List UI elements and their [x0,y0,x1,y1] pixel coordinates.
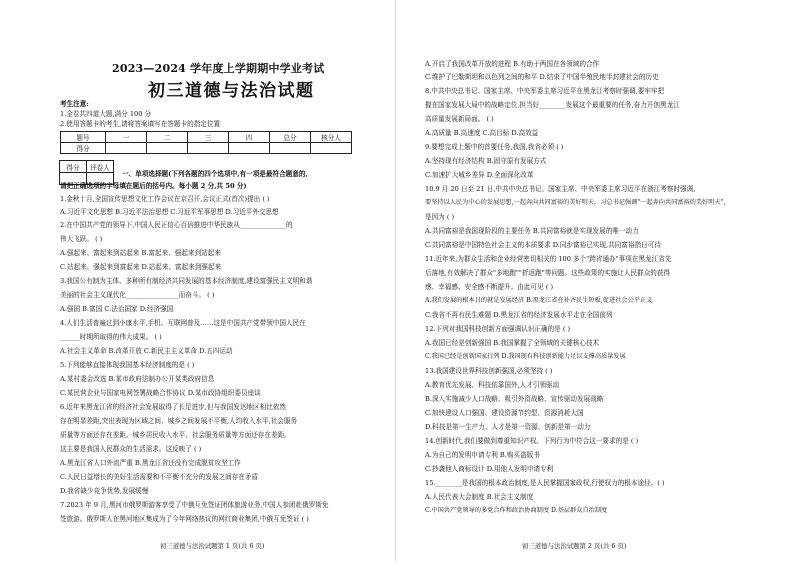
question-line: C.中国共产党领导的多党合作和政治协商制度 D.基层群众自治制度 [425,507,608,514]
question-line: C.人民日益增长的美好生活需要和不平衡不充分的发展之间存在矛盾 [60,473,259,481]
score-cell: 二 [147,132,188,143]
question-line: 10.9 月 20 日至 21 日,中共中央总书记、国家主席、中央军委主席习近平在浙江考察时强调, [425,185,696,193]
score-cell [270,143,311,154]
question-line: A.开启了我国改革开放的进程 B.有助于两国在各领域的合作 [425,60,600,68]
exam-title: 2023—2024 学年度上学期期中学业考试 [112,62,325,75]
question-line: 签旅游。俄罗斯人在黑河地区集成为了今年网络热议的网红商业集团,中俄互免签证 ( ) [60,515,309,523]
note-item: 2.使用答题卡的考生,请将答案填写在答题卡的指定位置 [60,120,221,128]
score-table-score-row [61,143,352,154]
question-line: 6.近年来黑龙江省的经济社会发展取得了长足进步,但与我国发达地区相比依然 [60,403,286,411]
question-line: 高质量发展新局面。 ( ) [425,115,494,123]
question-line: C.加快建设人口强国、建设资源节约型、资源消耗大国 [425,409,584,417]
question-line: C.站起来、强起来到富起来 D.站起来、富起来到强起来 [60,263,222,271]
score-cell: 三 [188,132,229,143]
subject-title: 初三道德与法治试题 [148,81,315,101]
notes-heading: 考生注意: [60,100,89,108]
question-line: A.社会主义革命 B.改革开放 C.新民主主义革命 D.五四运动 [60,347,233,355]
score-table [60,131,352,154]
score-cell: 四 [229,132,270,143]
question-line: 伟大飞跃。 ( ) [60,235,103,243]
question-line: A.教育优先发展、科技依靠国外,人才引领驱动 [425,381,560,389]
question-line: 14.创新时代,我们要做到尊重知识产权。下列行为中符合这一要求的是 ( ) [425,437,639,445]
question-line: 12.下列对我国科技创新方面强调认识正确的是 ( ) [425,325,571,333]
question-line: C.我省不再有民生难题 D.黑龙江省的经济发展水平走在全国前列 [425,311,613,319]
question-line: 5.下列能够直接体现我国基本经济制度的是 ( ) [60,361,195,369]
score-cell: 得分 [61,143,106,154]
score-cell: 核分人 [311,132,352,143]
question-line: A.我国已经是创新强国 B.我国掌握了全领域的关键核心技术 [425,339,600,347]
question-line: 要坚持以人民为中心的发展思想,一起奔向共同富裕的美好明天。习总书记强调"一起奔向共同富裕的美好明天", [425,199,726,206]
score-cell [188,143,229,154]
score-cell [311,143,352,154]
question-line: 4.人们生活普遍过到小康水平,手机、互联网普及……这是中国共产党带领中国人民在 [60,319,306,327]
question-line: 感、幸福感、安全感不断提升。由此可见 ( ) [425,283,554,291]
section-one-instructions: 请把正确选项的字母填在题后的括号内。每小题 2 分,共 50 分) [60,182,247,190]
section-one-heading: 一、单项选择题(下列各题的四个选项中,有一项是最符合题意的, [122,170,308,178]
question-line: D.我省缺少竞争优势,发展缓慢 [60,487,149,495]
question-line: A.我们发展的根本目的就是发展经济 B.黑龙江省在补齐民生短板,促进社会公平正义 [425,297,653,304]
score-table-header-row [61,132,352,143]
question-line: 13.我国建设世界科技创新强国,必须坚持 ( ) [425,367,553,375]
question-line: A.某村委会改选 B.某市政府法制办公开某类政府信息 [60,375,215,383]
exam-page-2 [397,0,794,561]
question-line: 质量等方面还存在差距。城乡居民收入水平、社会服务质量等方面还存在差距。 [60,431,291,439]
grader-score-label: 得分 [60,161,87,173]
question-line: C.某民营企业与国家电网签署战略合作协议 D.某市政协组织委员座谈 [60,389,261,397]
question-line: B.深入实施减少人口战略、吸引外资战略、宣传驱动发展战略 [425,395,604,403]
question-line: 8.中共中央总书记、国家主席、中央军委主席习近平在黑龙江考察时强调,要牢牢把 [425,87,665,95]
score-cell: 总分 [270,132,311,143]
question-line: A.高质量 B.高速度 C.高目标 D.高效益 [425,129,539,137]
score-cell [147,143,188,154]
question-line: C.抄袭他人商标设计 D.用他人发明申请专利 [425,465,554,473]
question-line: 存在明显差距,突出表现为区域之间、城乡之间发展不平衡,人均收入水平,社会服务 [60,417,298,425]
question-line: 15.________是我国的根本政治制度,是人民掌握国家政权,行使权力的根本途径。( ) [425,479,665,487]
question-line: A.为自己的发明申请专利 B.购买盗版书 [425,451,540,459]
question-line: 这主要是我国人民群众的生活需求。这反映了 ( ) [60,445,202,453]
question-line: A.人民代表大会制度 B.社会主义制度 [425,493,534,501]
score-cell [229,143,270,154]
question-line: 3.我国公有制为主体、多种所有制经济共同发展的基本经济制度,建设富强民主文明和谐 [60,277,313,285]
question-line: 美丽的社会主义现代化________________而奋斗。 ( ) [60,291,215,299]
question-line: C.我国已经是创新国家行列 D.我国现有科技创新能力足以支撑高质量发展 [425,353,626,360]
score-cell: 一 [106,132,147,143]
note-item: 1.全卷共四道大题,满分 100 分 [60,110,152,118]
question-line: A.习近平文化思想 B.习近平法治思想 C.习近平军事思想 D.习近平外交思想 [60,208,279,216]
page-footer: 初三道德与法治试题第 1 页(共 6 页) [160,542,265,550]
page-footer: 初三道德与法治试题第 2 页(共 6 页) [522,542,627,550]
grader-name-label: 评卷人 [87,161,114,173]
question-line: C.加速扩大城乡差异 D.全面深化改革 [425,171,534,179]
question-line: A.坚持现有经济结构 B.固守原有发展方式 [425,157,547,165]
question-line: A.强起来、富起来到站起来 B.富起来、强起来到站起来 [60,249,221,257]
question-line: A.共同富裕是我国现阶段的主要任务 B.共同富裕就是实现发展的唯一动力 [425,227,639,235]
question-line: D.科技是第一生产力、人才是第一资源、创新是第一动力 [425,423,591,431]
question-line: 1.金秋十月,全国宣传思想文化工作会议在京召开,会议正式(首次)提出 ( ) [60,195,270,203]
question-line: A.黑龙江省人口外流严重 B.黑龙江省还没有完成脱贫攻坚工作 [60,459,241,467]
question-line: 2.在中国共产党的领导下,中国人民正信心百倍推进中华民族从______________的 [60,221,293,229]
question-line: 是因为 ( ) [425,213,455,221]
question-line: ______时期所取得的伟大成果。 ( ) [60,333,162,341]
question-line: 后落地,有效解决了群众"多地跑""折返跑"等问题。这些政策的实施让人民群众的获得 [425,269,671,277]
question-line: 7.2023 年 9 月,黑河市俄罗斯游客享受了中俄互免签证团体旅游业务,中国人参团赴俄罗斯免 [60,501,329,509]
question-line: 11.近年来,为群众生活和企业经营密切相关的 100 多个"跨省通办"事项在黑龙江省先 [425,255,672,263]
score-cell: 题号 [61,132,106,143]
question-line: C.维护了巴勒斯坦和以色列之间的和平 D.结束了中国半殖民地半封建社会的历史 [425,73,659,81]
score-cell [106,143,147,154]
question-line: 握在国家发展大局中的战略定位,担当好________发展这个最重要的任务,奋力开创黑龙江 [425,101,680,109]
question-line: A.强国 B.富国 C.法治国家 D.经济强国 [60,305,174,313]
question-line: C.共同富裕是中国特色社会主义的本质要求 D.同步富裕已实现,共同富裕指日可待 [425,241,661,249]
question-line: 9.要想完成上题中的首要任务,我国,我省必须 ( ) [425,143,564,151]
